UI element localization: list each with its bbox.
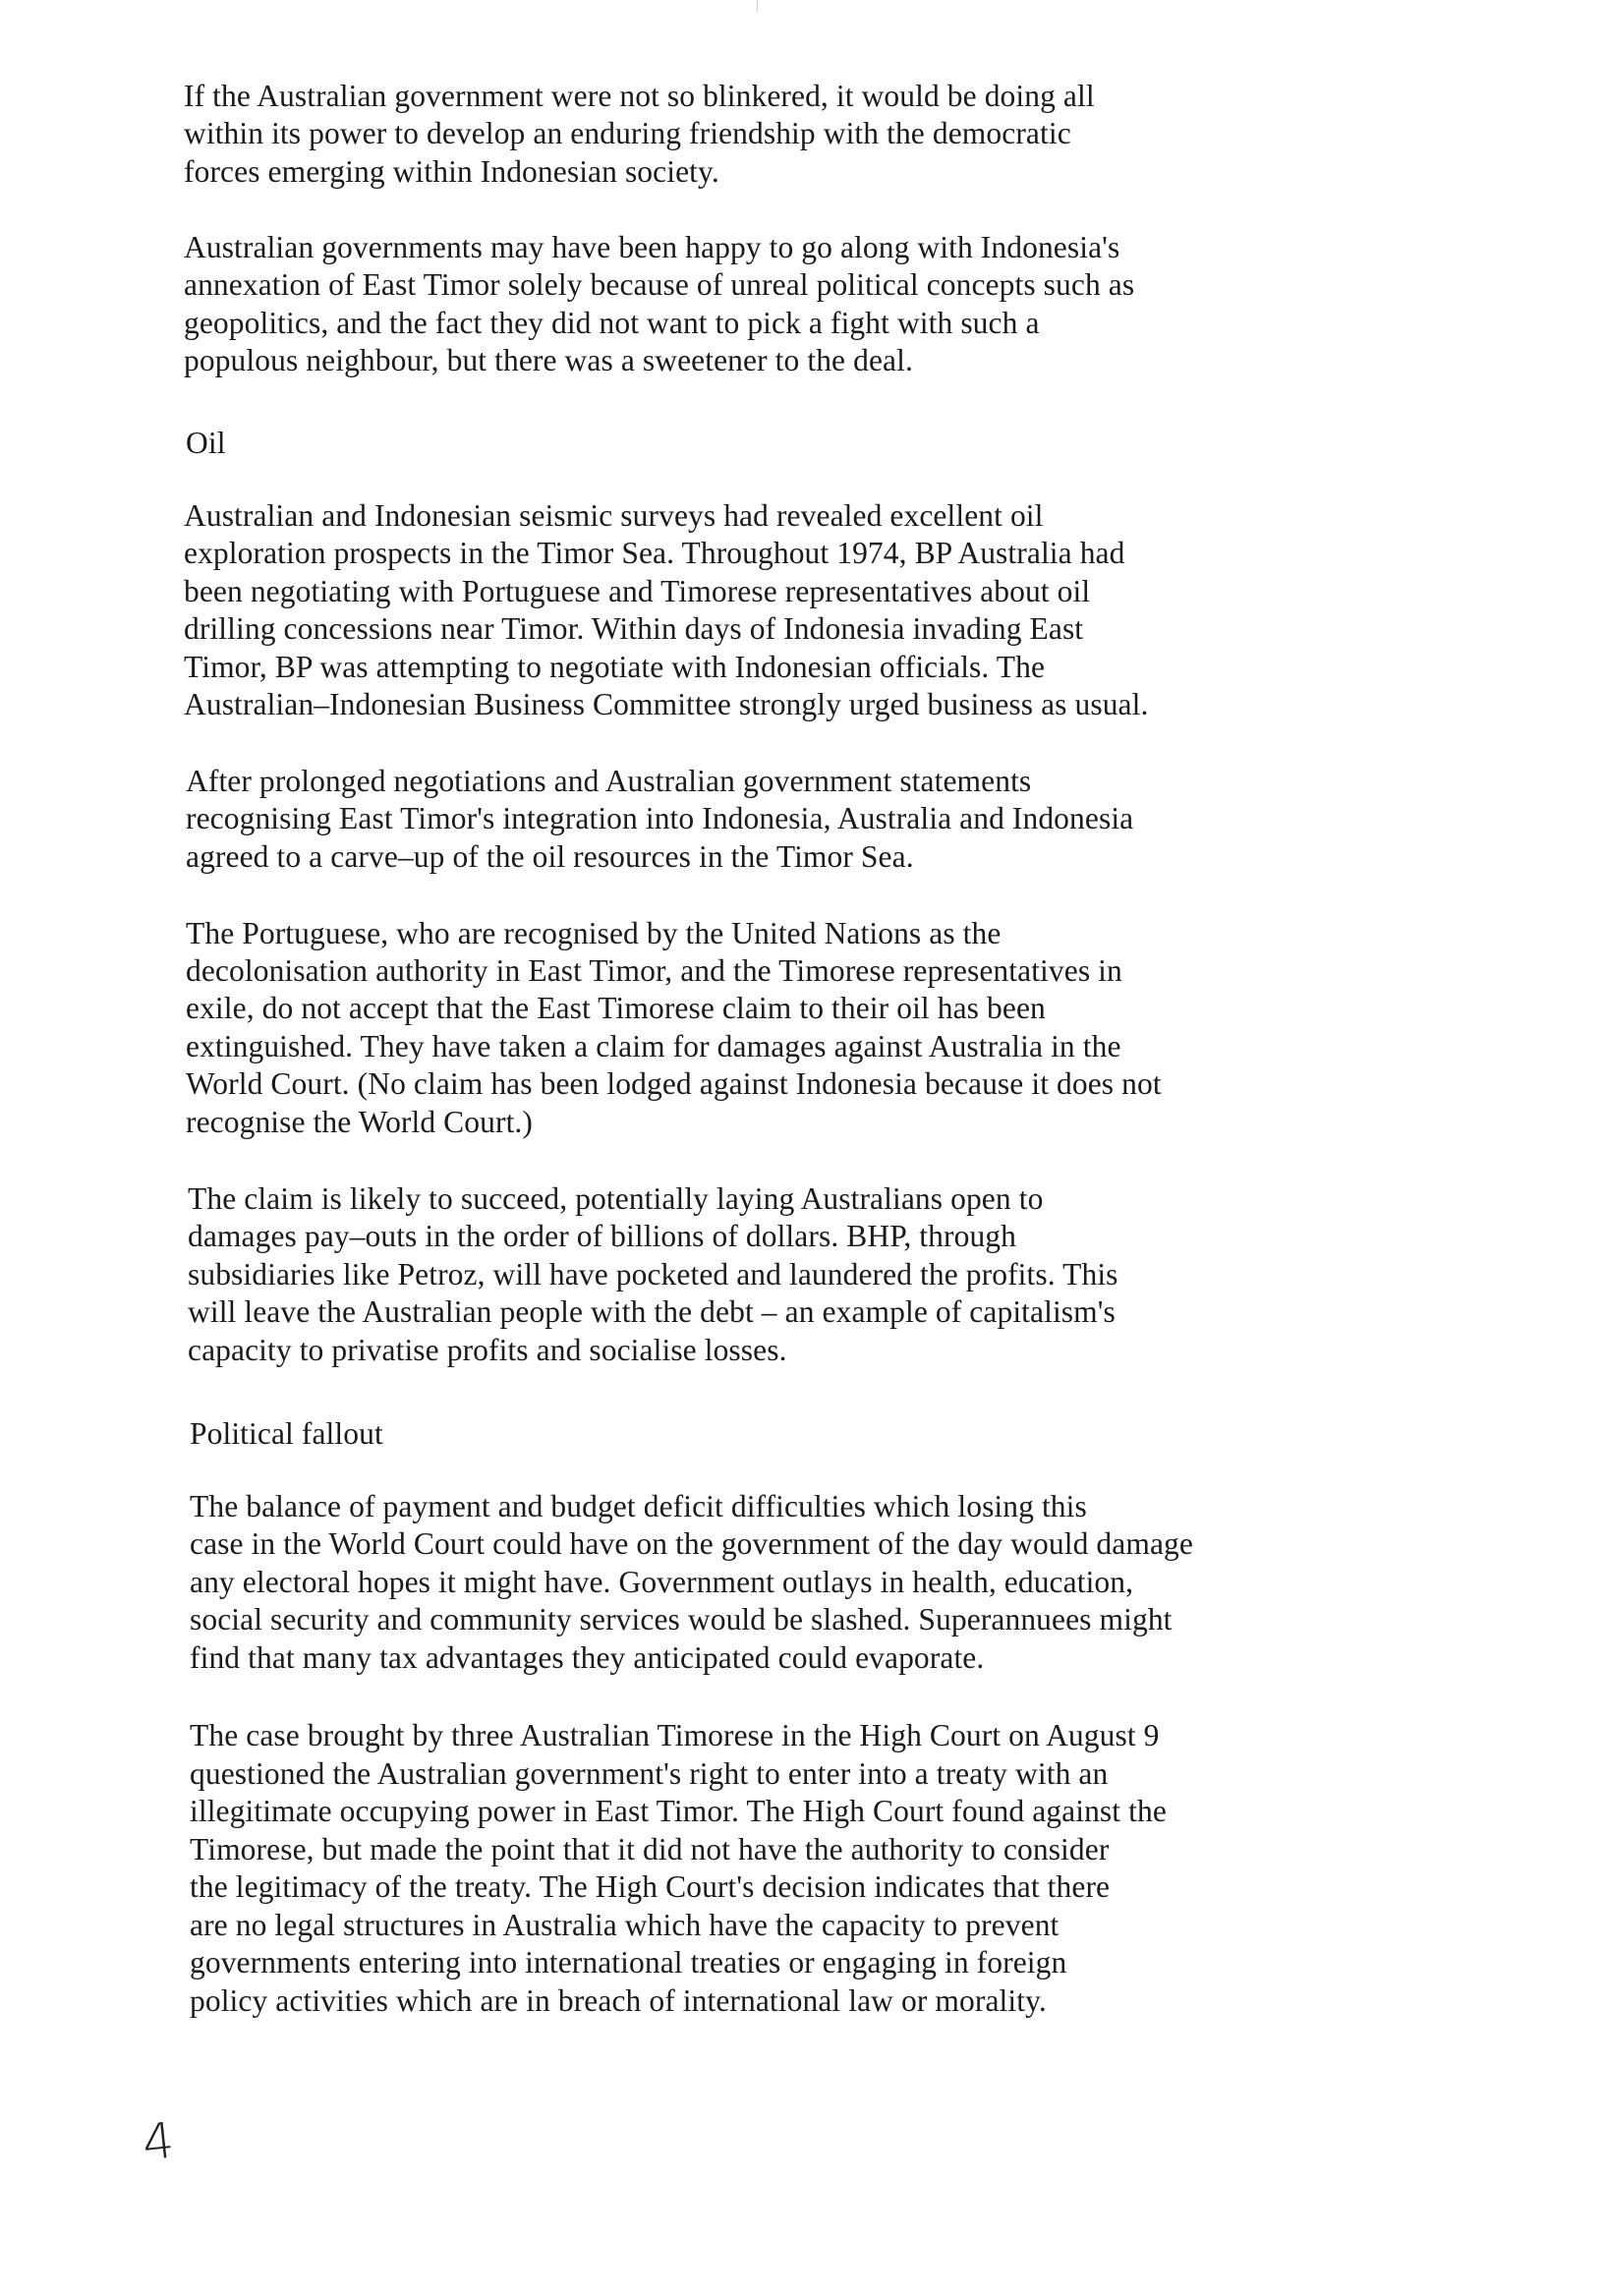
text-line: drilling concessions near Timor. Within days of Indonesia invading East: [184, 611, 1084, 646]
text-line: subsidiaries like Petroz, will have pocketed and laundered the profits. This: [188, 1257, 1118, 1292]
text-line: any electoral hopes it might have. Government outlays in health, education,: [190, 1565, 1134, 1599]
text-line: If the Australian government were not so blinkered, it would be doing all: [184, 79, 1095, 113]
text-line: populous neighbour, but there was a sweetener to the deal.: [184, 343, 913, 377]
text-line: agreed to a carve–up of the oil resources in the Timor Sea.: [186, 839, 914, 874]
text-line: The Portuguese, who are recognised by the United Nations as the: [186, 916, 1002, 950]
text-line: exploration prospects in the Timor Sea. Throughout 1974, BP Australia had: [184, 536, 1125, 570]
text-line: are no legal structures in Australia which have the capacity to prevent: [190, 1908, 1060, 1942]
text-line: the legitimacy of the treaty. The High Court's decision indicates that there: [190, 1869, 1111, 1904]
text-line: decolonisation authority in East Timor, and the Timorese representatives in: [186, 953, 1122, 988]
text-line: The case brought by three Australian Timorese in the High Court on August 9: [190, 1718, 1160, 1752]
text-line: World Court. (No claim has been lodged against Indonesia because it does not: [186, 1066, 1162, 1101]
text-line: exile, do not accept that the East Timorese claim to their oil has been: [186, 991, 1046, 1025]
text-line: Australian and Indonesian seismic surveys had revealed excellent oil: [184, 498, 1044, 533]
text-line: governments entering into international treaties or engaging in foreign: [190, 1945, 1067, 1980]
text-line: The claim is likely to succeed, potentially laying Australians open to: [188, 1181, 1044, 1216]
text-line: capacity to privatise profits and socialise losses.: [188, 1333, 787, 1367]
scan-artifact: [757, 0, 758, 12]
text-line: damages pay–outs in the order of billions of dollars. BHP, through: [188, 1219, 1016, 1253]
text-line: case in the World Court could have on the government of the day would damage: [190, 1526, 1193, 1561]
text-line: Timor, BP was attempting to negotiate with Indonesian officials. The: [184, 650, 1046, 684]
text-line: geopolitics, and the fact they did not want to pick a fight with such a: [184, 306, 1040, 340]
text-line: The balance of payment and budget deficit difficulties which losing this: [190, 1489, 1087, 1523]
text-line: forces emerging within Indonesian society.: [184, 154, 719, 189]
text-line: policy activities which are in breach of international law or morality.: [190, 1983, 1047, 2018]
text-line: find that many tax advantages they anticipated could evaporate.: [190, 1640, 985, 1675]
text-line: within its power to develop an enduring friendship with the democratic: [184, 116, 1071, 150]
section-heading: Political fallout: [190, 1416, 383, 1451]
text-line: Timorese, but made the point that it did not have the authority to consider: [190, 1832, 1110, 1866]
page-number: 4: [140, 2111, 177, 2172]
text-line: recognising East Timor's integration into Indonesia, Australia and Indonesia: [186, 801, 1134, 835]
text-line: annexation of East Timor solely because of unreal political concepts such as: [184, 267, 1135, 302]
text-line: Australian–Indonesian Business Committee strongly urged business as usual.: [184, 687, 1149, 721]
text-line: social security and community services would be slashed. Superannuees might: [190, 1602, 1173, 1636]
text-line: questioned the Australian government's right to enter into a treaty with an: [190, 1756, 1109, 1791]
text-line: will leave the Australian people with the debt – an example of capitalism's: [188, 1294, 1116, 1329]
text-line: been negotiating with Portuguese and Timorese representatives about oil: [184, 574, 1091, 608]
text-line: After prolonged negotiations and Australian government statements: [186, 764, 1032, 798]
text-line: recognise the World Court.): [186, 1105, 533, 1139]
section-heading: Oil: [186, 426, 226, 460]
text-line: Australian governments may have been happy to go along with Indonesia's: [184, 230, 1120, 264]
text-line: illegitimate occupying power in East Timor. The High Court found against the: [190, 1794, 1167, 1828]
text-line: extinguished. They have taken a claim for damages against Australia in the: [186, 1029, 1121, 1063]
